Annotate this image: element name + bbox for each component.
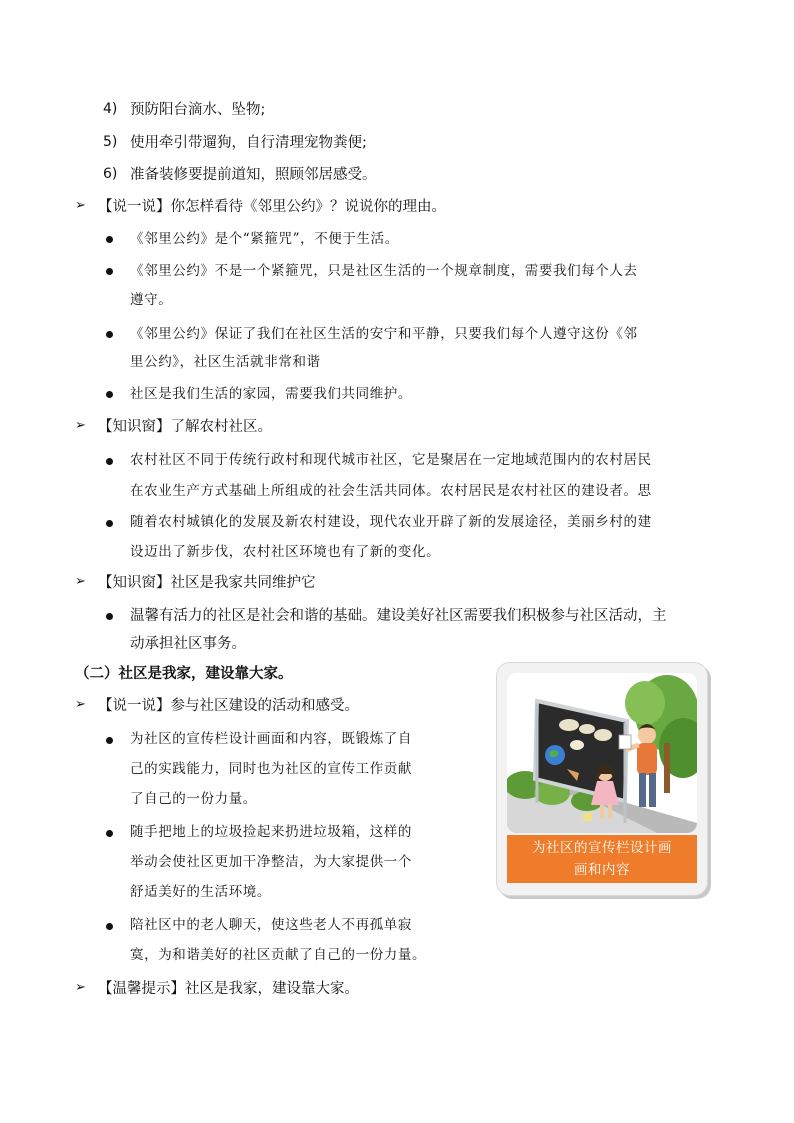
bullet-text: 《邻里公约》不是一个紧箍咒，只是社区生活的一个规章制度，需要我们每个人去 bbox=[130, 263, 638, 279]
bullet-dot-icon bbox=[106, 458, 113, 465]
list-number: 6) bbox=[103, 166, 118, 182]
list-item-text: 使用牵引带遛狗，自行清理宠物粪便; bbox=[130, 135, 367, 151]
illustration-caption bbox=[507, 835, 697, 883]
bullet-dot-icon bbox=[106, 737, 113, 744]
bullet-text: 随着农村城镇化的发展及新农村建设，现代农业开辟了新的发展途径，美丽乡村的建 bbox=[130, 514, 652, 530]
bullet-dot-icon bbox=[106, 923, 113, 930]
section-heading: 【知识窗】社区是我家共同维护它 bbox=[98, 575, 316, 591]
kids-designing-billboard-illustration bbox=[507, 673, 697, 833]
bullet-text-continued: 举动会使社区更加干净整洁，为大家提供一个 bbox=[130, 854, 412, 870]
bullet-text: 陪社区中的老人聊天，使这些老人不再孤单寂 bbox=[130, 917, 412, 933]
caption-line-1: 为社区的宣传栏设计画 bbox=[532, 840, 672, 856]
bullet-text-continued: 遵守。 bbox=[130, 292, 173, 308]
bullet-text-continued: 在农业生产方式基础上所组成的社会生活共同体。农村居民是农村社区的建设者。思 bbox=[130, 483, 652, 499]
bullet-text-continued: 了自己的一份力量。 bbox=[130, 791, 257, 807]
arrow-bullet-icon: ➢ bbox=[75, 574, 86, 589]
bullet-dot-icon bbox=[106, 520, 113, 527]
bullet-text: 社区是我们生活的家园，需要我们共同维护。 bbox=[130, 386, 412, 402]
bullet-dot-icon bbox=[106, 236, 113, 243]
bullet-text: 为社区的宣传栏设计画面和内容，既锻炼了自 bbox=[130, 731, 412, 747]
bullet-dot-icon bbox=[106, 830, 113, 837]
bullet-text-continued: 己的实践能力，同时也为社区的宣传工作贡献 bbox=[130, 761, 412, 777]
section-heading: 【知识窗】了解农村社区。 bbox=[98, 419, 272, 435]
bullet-text: 《邻里公约》是个“紧箍咒”，不便于生活。 bbox=[130, 231, 399, 247]
caption-line-2: 画和内容 bbox=[574, 862, 630, 878]
bullet-text: 随手把地上的垃圾捡起来扔进垃圾箱，这样的 bbox=[130, 824, 412, 840]
bullet-text-continued: 动承担社区事务。 bbox=[130, 636, 246, 652]
illustration-image bbox=[507, 673, 697, 833]
section-heading: 【说一说】参与社区建设的活动和感受。 bbox=[98, 698, 359, 714]
bullet-text-continued: 舒适美好的生活环境。 bbox=[130, 884, 271, 900]
bullet-text: 农村社区不同于传统行政村和现代城市社区，它是聚居在一定地域范围内的农村居民 bbox=[130, 452, 652, 468]
arrow-bullet-icon: ➢ bbox=[75, 697, 86, 712]
list-number: 5) bbox=[103, 134, 118, 150]
bullet-dot-icon bbox=[106, 391, 113, 398]
arrow-bullet-icon: ➢ bbox=[75, 198, 86, 213]
subsection-title: （二）社区是我家，建设靠大家。 bbox=[75, 666, 293, 682]
bullet-text-continued: 寞，为和谐美好的社区贡献了自己的一份力量。 bbox=[130, 947, 427, 963]
bullet-text-continued: 设迈出了新步伐，农村社区环境也有了新的变化。 bbox=[130, 544, 441, 560]
section-heading: 【说一说】你怎样看待《邻里公约》？说说你的理由。 bbox=[98, 199, 446, 215]
list-number: 4) bbox=[103, 101, 118, 117]
bullet-dot-icon bbox=[106, 613, 113, 620]
illustration-card bbox=[496, 662, 708, 896]
bullet-dot-icon bbox=[106, 268, 113, 275]
tip-heading: 【温馨提示】社区是我家，建设靠大家。 bbox=[98, 981, 359, 997]
list-item-text: 预防阳台滴水、坠物; bbox=[130, 102, 266, 118]
bullet-text: 温馨有活力的社区是社会和谐的基础。建设美好社区需要我们积极参与社区活动，主 bbox=[130, 608, 667, 624]
bullet-text: 《邻里公约》保证了我们在社区生活的安宁和平静，只要我们每个人遵守这份《邻 bbox=[130, 326, 638, 342]
arrow-bullet-icon: ➢ bbox=[75, 980, 86, 995]
arrow-bullet-icon: ➢ bbox=[75, 418, 86, 433]
bullet-dot-icon bbox=[106, 331, 113, 338]
bullet-text-continued: 里公约》，社区生活就非常和谐 bbox=[130, 354, 321, 370]
list-item-text: 准备装修要提前道知，照顾邻居感受。 bbox=[130, 167, 377, 183]
